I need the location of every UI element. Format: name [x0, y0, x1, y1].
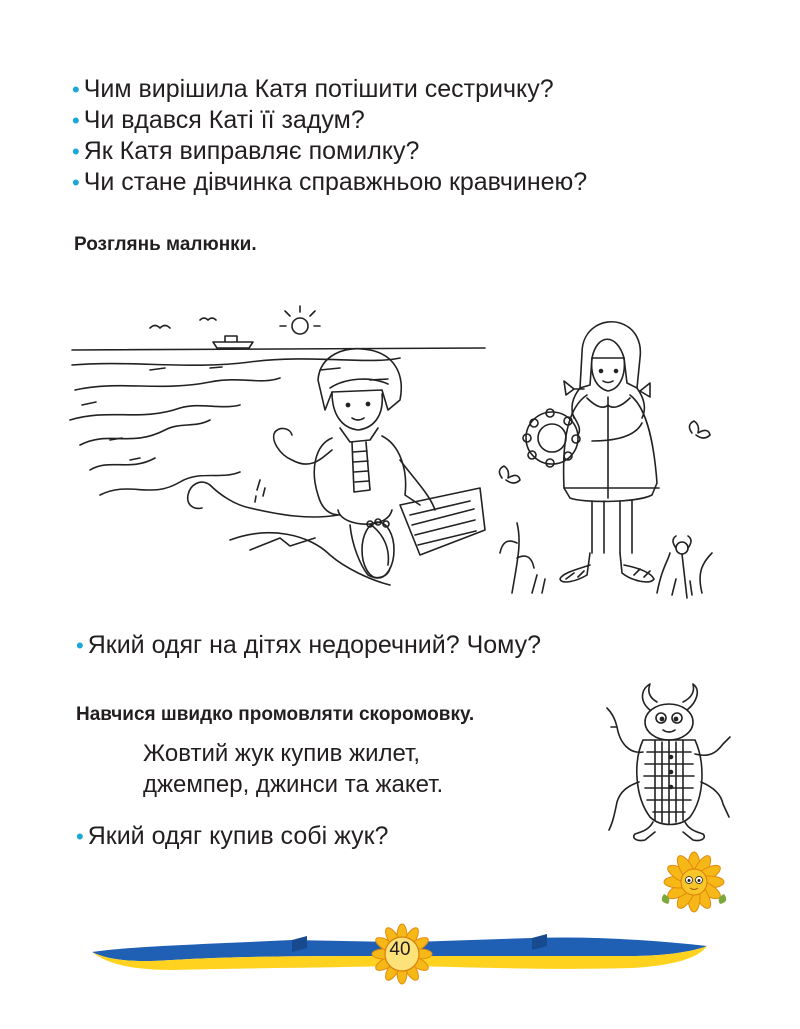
boy-on-beach-illustration: [70, 310, 490, 595]
question-beetle: [76, 822, 388, 851]
bullet-icon: •: [72, 138, 80, 164]
question-text: Чим вирішила Катя потішити сестричку?: [83, 75, 554, 103]
question-text: Як Катя виправляє помилку?: [83, 137, 420, 165]
bullet-icon: •: [72, 107, 80, 133]
question-clothes: [76, 631, 541, 660]
question-text: Чи стане дівчинка справжньою кравчинею?: [83, 168, 588, 196]
girl-with-wreath-illustration: [492, 313, 722, 603]
question-text: Який одяг на дітях недоречний? Чому?: [87, 631, 542, 659]
poem-line: джемпер, джинси та жакет.: [143, 771, 444, 798]
tongue-twister-heading: Навчися швидко промовляти скоромовку.: [76, 704, 475, 725]
question-item: [72, 167, 587, 198]
poem-line: Жовтий жук купив жилет,: [143, 740, 421, 767]
tongue-twister: [143, 738, 443, 800]
sunflower-icon: [660, 852, 728, 912]
bullet-icon: •: [76, 823, 84, 849]
question-text: Чи вдався Каті її задум?: [83, 106, 365, 134]
bullet-icon: •: [76, 632, 84, 658]
look-heading: Розглянь малюнки.: [74, 234, 257, 255]
bullet-icon: •: [72, 169, 80, 195]
question-item: [72, 74, 587, 105]
question-item: [72, 136, 587, 167]
bullet-icon: •: [72, 76, 80, 102]
beetle-illustration: [605, 682, 735, 842]
question-item: [72, 105, 587, 136]
question-text: Який одяг купив собі жук?: [87, 822, 389, 850]
page-number: 40: [389, 939, 411, 960]
question-list: [72, 74, 587, 198]
